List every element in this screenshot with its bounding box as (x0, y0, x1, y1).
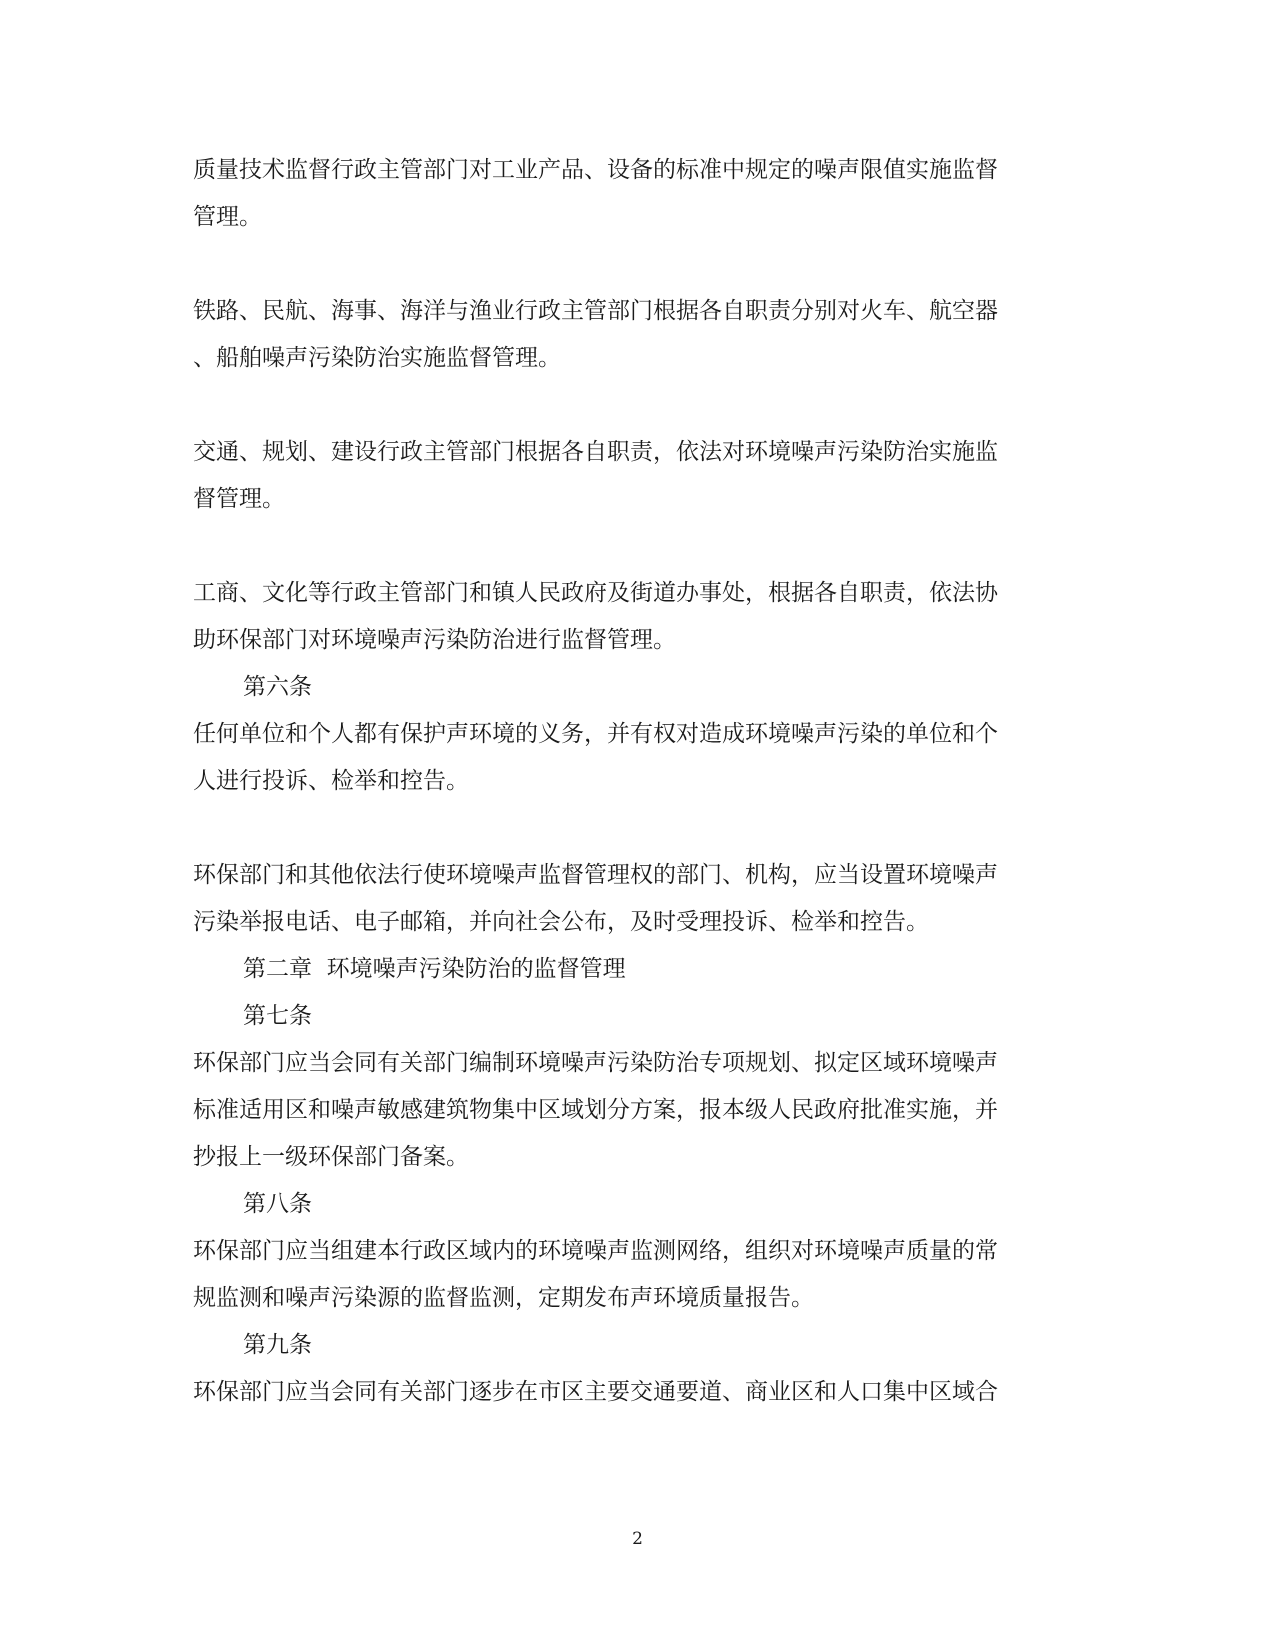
paragraph-line: 、船舶噪声污染防治实施监督管理。 (193, 345, 561, 371)
paragraph-line: 抄报上一级环保部门备案。 (193, 1144, 469, 1170)
paragraph-line: 助环保部门对环境噪声污染防治进行监督管理。 (193, 627, 676, 653)
paragraph-line: 环保部门应当会同有关部门编制环境噪声污染防治专项规划、拟定区域环境噪声 (193, 1050, 998, 1076)
article-heading: 第七条 (243, 1003, 312, 1029)
article-heading: 第八条 (243, 1191, 312, 1217)
paragraph-line: 铁路、民航、海事、海洋与渔业行政主管部门根据各自职责分别对火车、航空器 (193, 298, 998, 324)
paragraph-line: 交通、规划、建设行政主管部门根据各自职责，依法对环境噪声污染防治实施监 (193, 439, 998, 465)
article-heading: 第六条 (243, 674, 312, 700)
chapter-heading: 第二章 环境噪声污染防治的监督管理 (243, 956, 626, 982)
paragraph-line: 人进行投诉、检举和控告。 (193, 768, 469, 794)
paragraph-line: 规监测和噪声污染源的监督监测，定期发布声环境质量报告。 (193, 1285, 814, 1311)
paragraph-line: 污染举报电话、电子邮箱，并向社会公布，及时受理投诉、检举和控告。 (193, 909, 929, 935)
paragraph-line: 质量技术监督行政主管部门对工业产品、设备的标准中规定的噪声限值实施监督 (193, 157, 998, 183)
paragraph-line: 环保部门和其他依法行使环境噪声监督管理权的部门、机构，应当设置环境噪声 (193, 862, 998, 888)
page-number: 2 (632, 1529, 643, 1549)
paragraph-line: 环保部门应当组建本行政区域内的环境噪声监测网络，组织对环境噪声质量的常 (193, 1238, 998, 1264)
paragraph-line: 管理。 (193, 204, 262, 230)
paragraph-line: 督管理。 (193, 486, 285, 512)
paragraph-line: 标准适用区和噪声敏感建筑物集中区域划分方案，报本级人民政府批准实施，并 (193, 1097, 998, 1123)
article-heading: 第九条 (243, 1332, 312, 1358)
paragraph-line: 环保部门应当会同有关部门逐步在市区主要交通要道、商业区和人口集中区域合 (193, 1379, 998, 1405)
paragraph-line: 任何单位和个人都有保护声环境的义务，并有权对造成环境噪声污染的单位和个 (193, 721, 998, 747)
paragraph-line: 工商、文化等行政主管部门和镇人民政府及街道办事处，根据各自职责，依法协 (193, 580, 998, 606)
